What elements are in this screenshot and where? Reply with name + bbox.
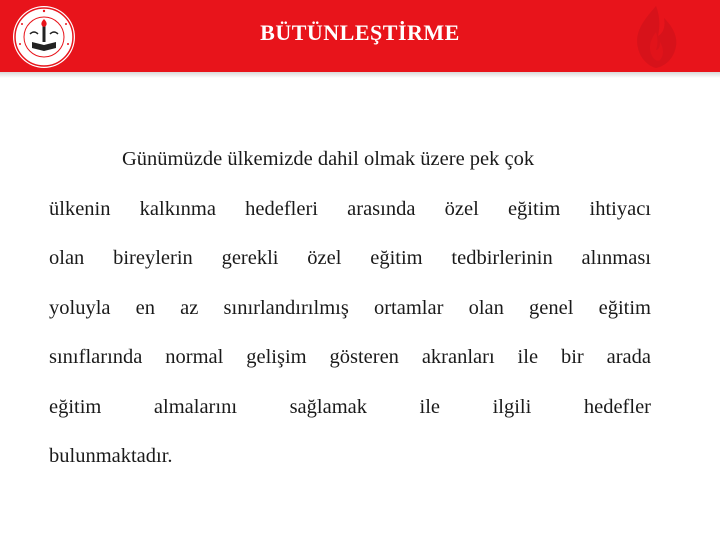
paragraph-line: ülkenin kalkınma hedefleri arasında özel eğitim ihtiyacı	[49, 197, 651, 220]
paragraph-line: olan bireylerin gerekli özel eğitim tedbirlerinin alınması	[49, 247, 651, 269]
paragraph-line: bulunmaktadır.	[49, 445, 173, 467]
paragraph-line: Günümüzde ülkemizde dahil olmak üzere pek çok	[122, 148, 535, 170]
paragraph-line: eğitim almalarını sağlamak ile ilgili hedefler	[49, 395, 651, 418]
paragraph-line: sınıflarında normal gelişim gösteren akranları ile bir arada	[49, 346, 651, 368]
paragraph-line: yoluyla en az sınırlandırılmış ortamlar olan genel eğitim	[49, 296, 651, 319]
flame-watermark-icon	[620, 2, 692, 72]
body-text	[49, 148, 651, 495]
page-title: BÜTÜNLEŞTİRME	[260, 20, 460, 45]
header-divider	[0, 72, 720, 78]
